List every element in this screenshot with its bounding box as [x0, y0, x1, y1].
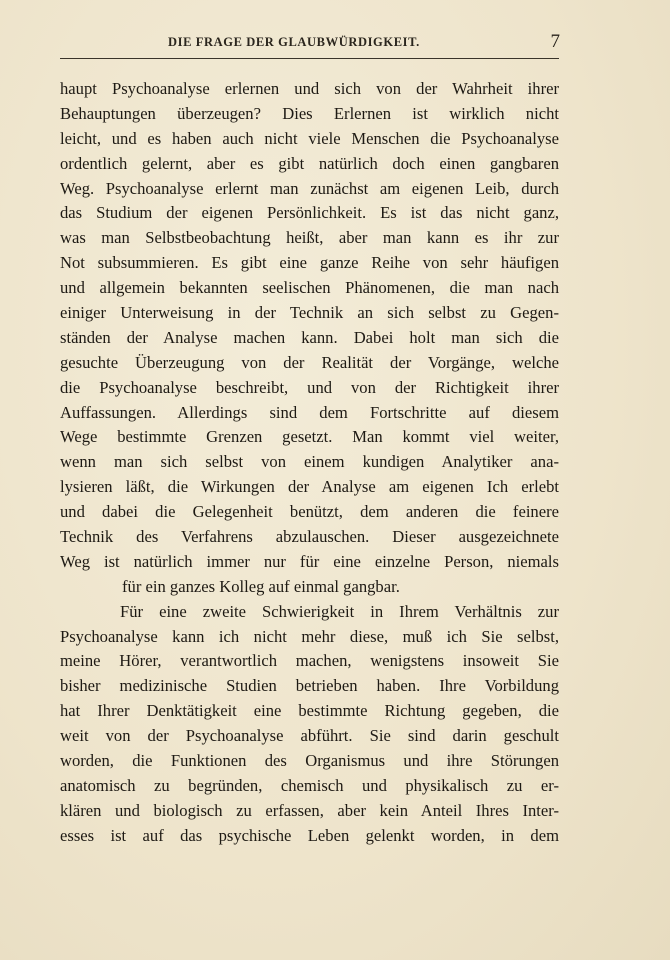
text-line: haupt Psychoanalyse erlernen und sich von der Wahrheit ihrer — [60, 79, 559, 98]
text-line: und allgemein bekannten seelischen Phänomenen, die man nach — [60, 278, 559, 298]
text-line: einiger Unterweisung in der Technik an sich selbst zu Gegen- — [60, 303, 559, 323]
text-line: bisher medizinische Studien betrieben haben. Ihre Vorbildung — [60, 676, 559, 696]
text-line: meine Hörer, verantwortlich machen, wenigstens insoweit Sie — [60, 651, 559, 671]
text-line: Not subsummieren. Es gibt eine ganze Reihe von sehr häufigen — [60, 253, 559, 273]
text-line: Auffassungen. Allerdings sind dem Fortschritte auf diesem — [60, 402, 559, 422]
text-line: Wege bestimmte Grenzen gesetzt. Man kommt viel weiter, — [60, 427, 559, 447]
text-line: ordentlich gelernt, aber es gibt natürlich doch einen gangbaren — [60, 153, 559, 173]
text-line: was man Selbstbeobachtung heißt, aber man kann es ihr zur — [60, 228, 559, 248]
text-line: die Psychoanalyse beschreibt, und von der Richtigkeit ihrer — [60, 377, 559, 397]
text-line: esses ist auf das psychische Leben gelenkt worden, in dem — [60, 825, 559, 845]
text-line: Weg ist natürlich immer nur für eine einzelne Person, niemals — [60, 551, 559, 571]
text-line: lysieren läßt, die Wirkungen der Analyse am eigenen Ich erlebt — [60, 477, 559, 497]
text-line: klären und biologisch zu erfassen, aber kein Anteil Ihres Inter- — [60, 800, 559, 820]
text-line: hat Ihrer Denktätigkeit eine bestimmte Richtung gegeben, die — [60, 701, 559, 721]
text-line: ständen der Analyse machen kann. Dabei holt man sich die — [60, 327, 559, 347]
text-line: Technik des Verfahrens abzulauschen. Dieser ausgezeichnete — [60, 527, 559, 547]
page-number: 7 — [550, 31, 560, 52]
text-line: das Studium der eigenen Persönlichkeit. Es ist das nicht ganz, — [60, 203, 559, 223]
text-line: gesuchte Überzeugung von der Realität der Vorgänge, welche — [60, 352, 559, 372]
running-title: DIE FRAGE DER GLAUBWÜRDIGKEIT. — [168, 35, 420, 49]
text-line: leicht, und es haben auch nicht viele Menschen die Psychoanalyse — [60, 128, 559, 148]
text-line: und dabei die Gelegenheit benützt, dem anderen die feinere — [60, 502, 559, 522]
body-text — [60, 77, 559, 849]
text-line: wenn man sich selbst von einem kundigen Analytiker ana- — [60, 452, 559, 472]
text-line: Behauptungen überzeugen? Dies Erlernen ist wirklich nicht — [60, 103, 559, 123]
text-line: worden, die Funktionen des Organismus und ihre Störungen — [60, 751, 559, 771]
header-rule — [60, 58, 559, 59]
paragraph-start-line: Für eine zweite Schwierigkeit in Ihrem Verhältnis zur — [120, 601, 559, 621]
paragraph-end-line: für ein ganzes Kolleg auf einmal gangbar. — [122, 576, 400, 596]
text-line: anatomisch zu begründen, chemisch und physikalisch zu er- — [60, 775, 559, 795]
running-head — [60, 33, 560, 57]
text-line: weit von der Psychoanalyse abführt. Sie sind darin geschult — [60, 726, 559, 746]
text-line: Weg. Psychoanalyse erlernt man zunächst am eigenen Leib, durch — [60, 178, 559, 198]
text-line: Psychoanalyse kann ich nicht mehr diese, muß ich Sie selbst, — [60, 626, 559, 646]
